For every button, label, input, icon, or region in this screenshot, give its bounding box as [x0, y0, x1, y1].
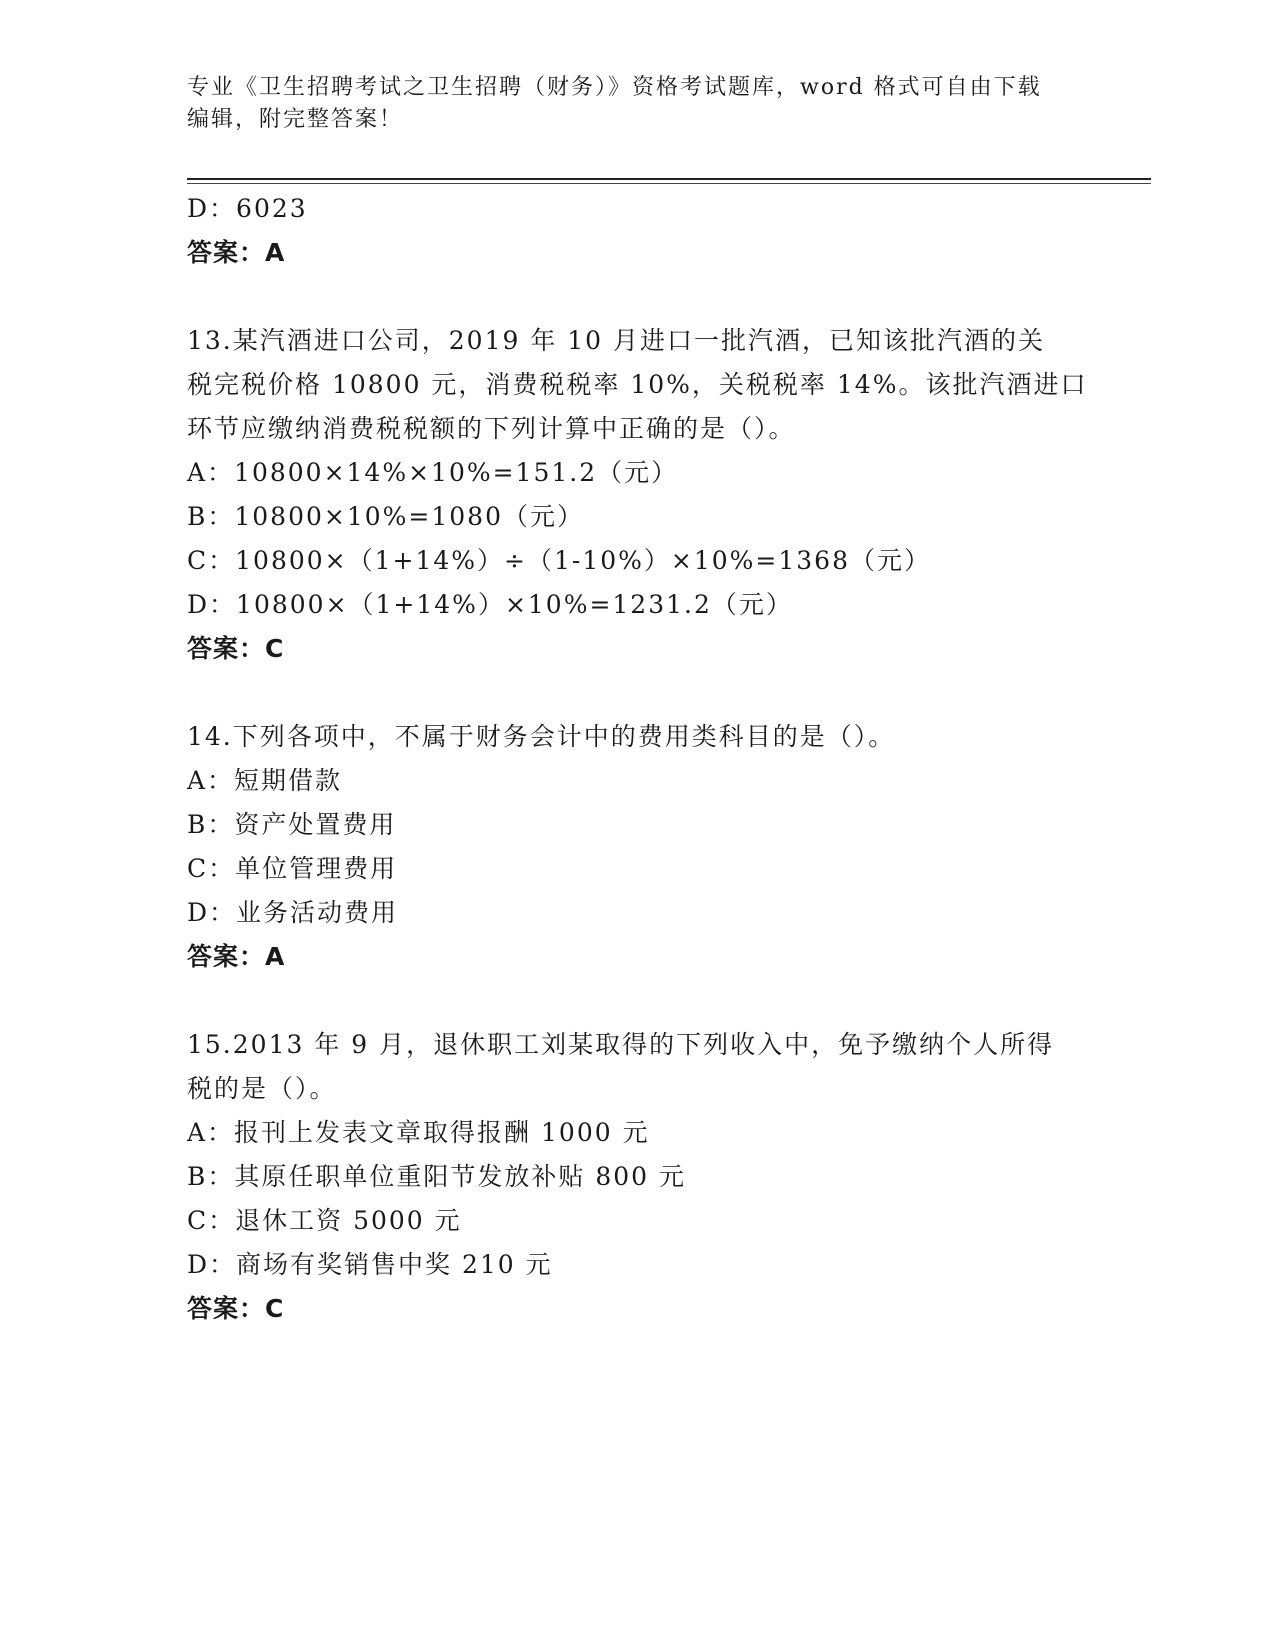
- q13-option-c: C：10800×（1+14%）÷（1-10%）×10%=1368（元）: [187, 546, 931, 575]
- q15-option-b: B：其原任职单位重阳节发放补贴 800 元: [187, 1162, 686, 1191]
- q14-stem-line-1: 14.下列各项中，不属于财务会计中的费用类科目的是（）。: [187, 722, 896, 751]
- q14-option-b: B：资产处置费用: [187, 810, 397, 839]
- q15-option-d: D：商场有奖销售中奖 210 元: [187, 1250, 553, 1279]
- q13-option-b: B：10800×10%=1080（元）: [187, 502, 584, 531]
- prev-option-d: D：6023: [187, 194, 308, 223]
- q14-option-c: C：单位管理费用: [187, 854, 398, 883]
- q13-stem-line-2: 税完税价格 10800 元，消费税税率 10%，关税税率 14%。该批汽酒进口: [187, 370, 1088, 399]
- q13-stem-line-3: 环节应缴纳消费税税额的下列计算中正确的是（）。: [187, 414, 796, 443]
- prev-answer: 答案：A: [187, 238, 286, 267]
- q15-option-c: C：退休工资 5000 元: [187, 1206, 462, 1235]
- q15-answer: 答案：C: [187, 1294, 285, 1323]
- q14-answer: 答案：A: [187, 942, 286, 971]
- q13-option-d: D：10800×（1+14%）×10%=1231.2（元）: [187, 590, 793, 619]
- q14-option-d: D：业务活动费用: [187, 898, 399, 927]
- document-header: [187, 72, 1087, 136]
- q13-stem-line-1: 13.某汽酒进口公司，2019 年 10 月进口一批汽酒，已知该批汽酒的关: [187, 326, 1046, 355]
- q15-stem-line-2: 税的是（）。: [187, 1074, 337, 1103]
- header-divider-thick: [187, 178, 1151, 180]
- header-line-1: 专业《卫生招聘考试之卫生招聘（财务）》资格考试题库，word 格式可自由下载: [187, 75, 1042, 100]
- header-line-2: 编辑，附完整答案！: [187, 107, 404, 132]
- q13-answer: 答案：C: [187, 634, 285, 663]
- q15-stem-line-1: 15.2013 年 9 月，退休职工刘某取得的下列收入中，免予缴纳个人所得: [187, 1030, 1055, 1059]
- q14-option-a: A：短期借款: [187, 766, 343, 795]
- header-divider-thin: [187, 183, 1151, 184]
- q15-option-a: A：报刊上发表文章取得报酬 1000 元: [187, 1118, 650, 1147]
- q13-option-a: A：10800×14%×10%=151.2（元）: [187, 458, 679, 487]
